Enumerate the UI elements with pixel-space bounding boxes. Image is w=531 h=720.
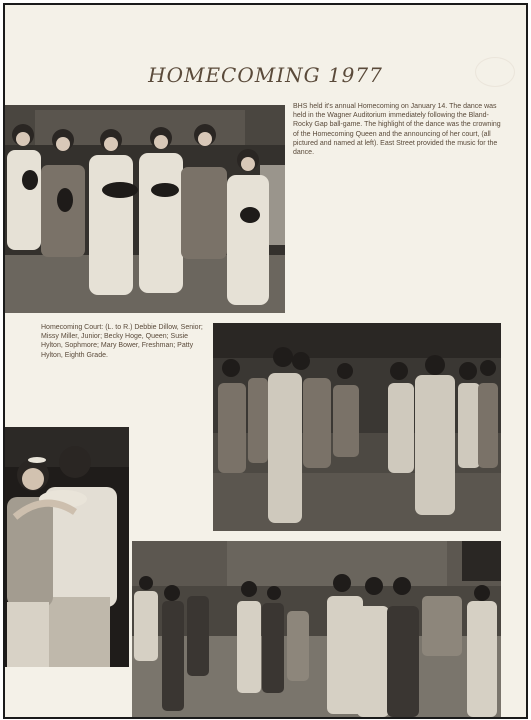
dance-floor-photo (213, 323, 501, 531)
yearbook-page (3, 3, 528, 719)
queen-embrace-photo (5, 427, 129, 667)
court-caption: Homecoming Court: (L. to R.) Debbie Dillow, Senior; Missy Miller, Junior; Becky Hoge, Queen; Susie Hylton, Sophmore; Mary Bower, Freshman; Patty Hylton, Eighth Grade. (41, 324, 203, 359)
homecoming-description: BHS held it's annual Homecoming on January 14. The dance was held in the Wagner Auditorium immediately following the Bland-Rocky Gap ball-game. The highlight of the dance was the crowning of the Homecoming Queen and the announcing of her court, (all pictured and named at left). East Street provided the music for the dance. (293, 103, 501, 157)
couples-dancing-photo (132, 541, 501, 717)
page-title: HOMECOMING 1977 (148, 63, 383, 87)
court-photo (5, 105, 285, 313)
